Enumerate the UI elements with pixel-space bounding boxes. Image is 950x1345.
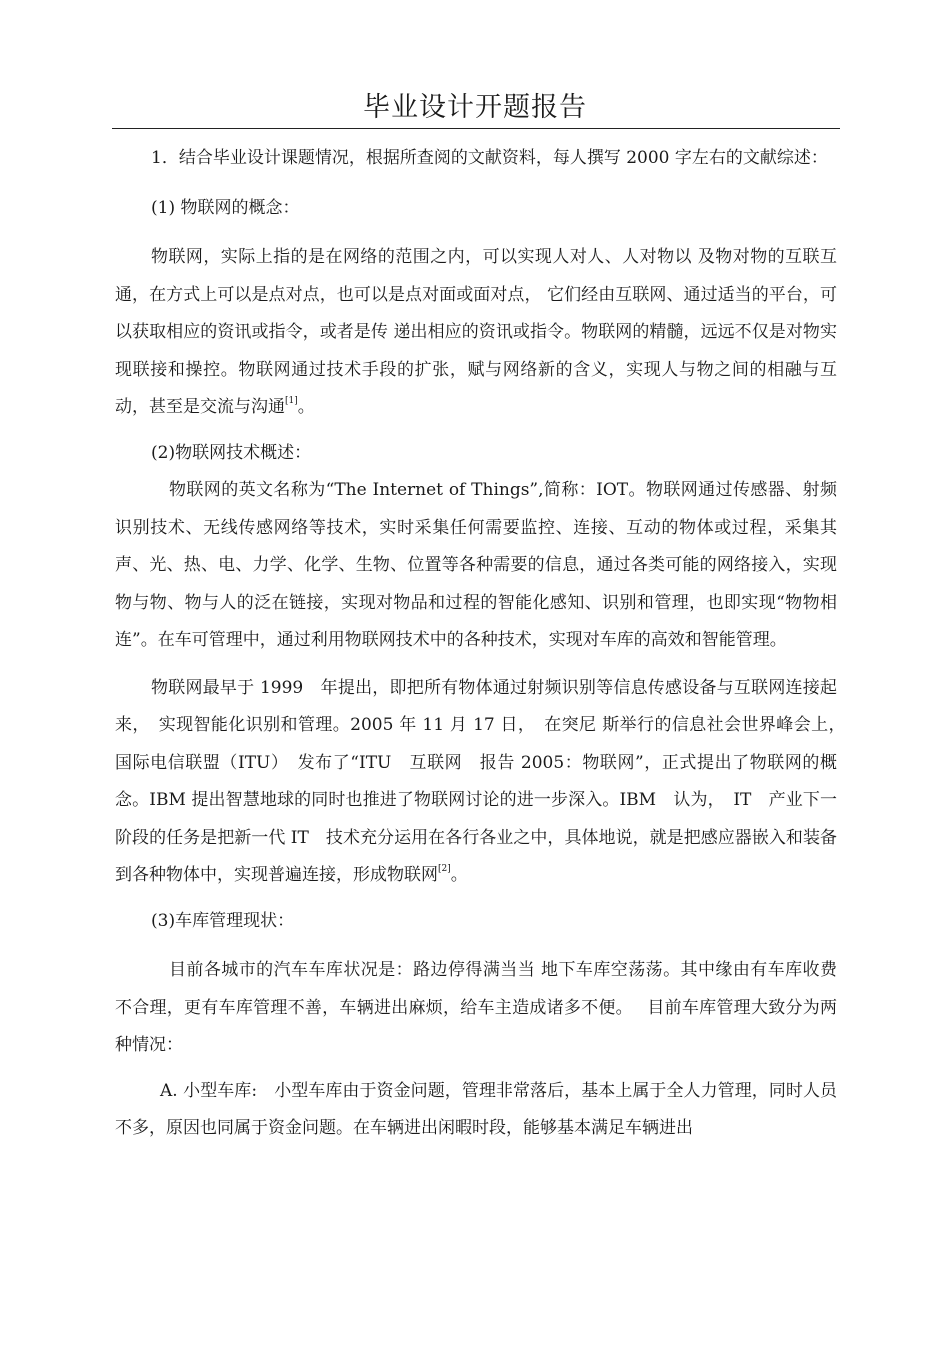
page-title: 毕业设计开题报告 bbox=[363, 92, 587, 123]
document-body bbox=[115, 140, 854, 1148]
section-2-heading: (2)物联网技术概述： bbox=[151, 442, 312, 463]
title-underline bbox=[112, 128, 840, 129]
citation-1: [1] bbox=[285, 396, 298, 406]
intro-paragraph: 1．结合毕业设计课题情况，根据所查阅的文献资料，每人撰写 2000 字左右的文献综述： bbox=[151, 148, 828, 168]
section-1-paragraph bbox=[115, 239, 837, 427]
section-2-text: 物联网最早于 1999 年提出，即把所有物体通过射频识别等信息传感设备与互联网连接起来， 实现智能化识别和管理。2005 年 11 月 17 日， 在突尼 斯举行的信息社会世界峰会上， 国际电信联盟（ITU） 发布了“ITU 互联网 报告 2005：物联网”，正式提出了物联网的概念。IBM 提出智慧地球的同时也推进了物联网讨论的进一步深入。IBM 认为， IT 产业下一阶段的任务是把新一代 IT 技术充分运用在各行各业之中，具体地说，就是把感应器嵌入和装备到各种物体中，实现普遍连接，形成物联网 bbox=[115, 677, 854, 885]
section-1-text: 物联网，实际上指的是在网络的范围之内，可以实现人对人、人对物以 及物对物的互联互通，在方式上可以是点对点，也可以是点对面或面对点， 它们经由互联网、通过适当的平台，可以获取相应的资讯或指令，或者是传 递出相应的资讯或指令。物联网的精髓，远远不仅是对物实现联接和操控。物联网通过技术手段的扩张，赋与网络新的含义，实现人与物之间的相融与互动，甚至是交流与沟通 bbox=[115, 247, 837, 417]
citation-2: [2] bbox=[438, 864, 451, 874]
section-2-end: 。 bbox=[450, 865, 468, 885]
section-3-heading: (3)车库管理现状： bbox=[151, 910, 295, 931]
section-3-paragraph: 目前各城市的汽车车库状况是：路边停得满当当 地下车库空荡荡。其中缘由有车库收费不合理，更有车库管理不善，车辆进出麻烦，给车主造成诸多不便。 目前车库管理大致分为两种情况： bbox=[115, 960, 837, 1055]
section-1-end: 。 bbox=[297, 397, 315, 417]
section-3-item-a: A. 小型车库: 小型车库由于资金问题，管理非常落后，基本上属于全人力管理，同时人员不多，原因也同属于资金问题。在车辆进出闲暇时段，能够基本满足车辆进出 bbox=[115, 1080, 837, 1138]
section-1-heading: (1) 物联网的概念： bbox=[151, 197, 300, 218]
section-2-paragraph-1: 物联网的英文名称为“The Internet of Things”,简称：IOT。物联网通过传感器、射频识别技术、无线传感网络等技术，实时采集任何需要监控、连接、互动的物体或过程，采集其声、光、热、电、力学、化学、生物、位置等各种需要的信息，通过各类可能的网络接入，实现物与物、物与人的泛在链接，实现对物品和过程的智能化感知、识别和管理，也即实现“物物相连”。在车可管理中，通过利用物联网技术中的各种技术，实现对车库的高效和智能管理。 bbox=[115, 480, 837, 650]
section-2-paragraph-2 bbox=[115, 670, 854, 895]
